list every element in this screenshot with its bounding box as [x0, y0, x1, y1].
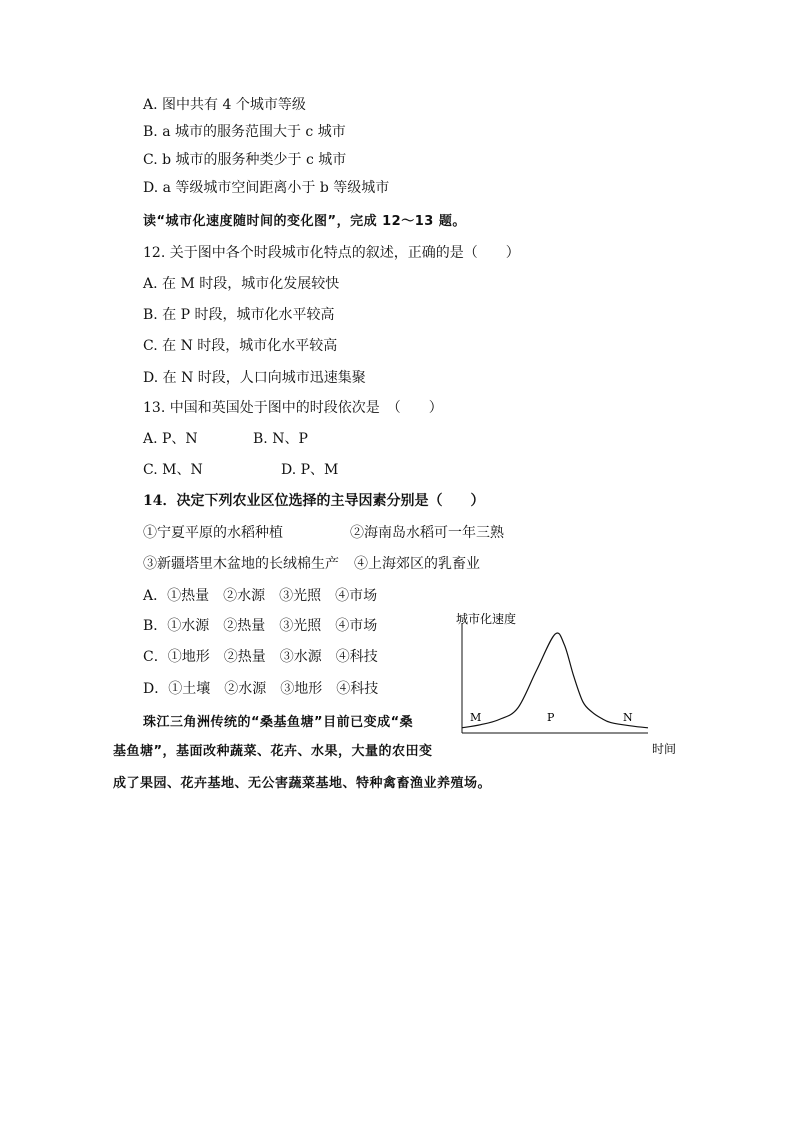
region-label-m: M [470, 711, 482, 724]
q13-option-a: A. P、N [143, 431, 198, 447]
q14-option-a: A．①热量 ②水源 ③光照 ④市场 [143, 588, 378, 604]
x-axis-label: 时间 [652, 742, 677, 756]
urbanization-curve [462, 633, 648, 728]
passage-line-1: 珠江三角洲传统的“桑基鱼塘”目前已变成“桑 [143, 715, 414, 730]
q12-option-d: D. 在 N 时段，人口向城市迅速集聚 [143, 370, 366, 386]
q11-option-a: A. 图中共有 4 个城市等级 [143, 97, 306, 113]
q14-option-d: D．①土壤 ②水源 ③地形 ④科技 [143, 681, 379, 697]
q11-option-c: C. b 城市的服务种类少于 c 城市 [143, 152, 347, 168]
y-axis-label: 城市化速度 [456, 612, 517, 626]
q14-item-2: ②海南岛水稻可一年三熟 [350, 525, 504, 541]
passage-line-2: 基鱼塘”，基面改种蔬菜、花卉、水果，大量的农田变 [113, 744, 433, 759]
q13-option-d: D. P、M [281, 462, 339, 478]
q12-stem: 12. 关于图中各个时段城市化特点的叙述，正确的是（ ） [143, 245, 520, 261]
reading-instruction: 读“城市化速度随时间的变化图”，完成 12～13 题。 [143, 214, 466, 229]
q11-option-b: B. a 城市的服务范围大于 c 城市 [143, 124, 346, 140]
q12-option-b: B. 在 P 时段，城市化水平较高 [143, 307, 335, 323]
region-label-n: N [623, 711, 633, 724]
q14-stem: 14．决定下列农业区位选择的主导因素分别是（ ） [143, 493, 485, 509]
q14-option-b: B．①水源 ②热量 ③光照 ④市场 [143, 618, 378, 634]
q14-item-3: ③新疆塔里木盆地的长绒棉生产 [143, 556, 339, 572]
urbanization-speed-chart [440, 605, 690, 760]
region-label-p: P [547, 711, 555, 724]
q12-option-a: A. 在 M 时段，城市化发展较快 [143, 276, 340, 292]
q11-option-d: D. a 等级城市空间距离小于 b 等级城市 [143, 180, 390, 196]
q13-option-b: B. N、P [253, 431, 308, 447]
q13-stem: 13. 中国和英国处于图中的时段依次是 （ ） [143, 400, 443, 416]
q14-option-c: C．①地形 ②热量 ③水源 ④科技 [143, 649, 378, 665]
q14-item-4: ④上海郊区的乳畜业 [354, 556, 480, 572]
q13-option-c: C. M、N [143, 462, 203, 478]
passage-line-3: 成了果园、花卉基地、无公害蔬菜基地、特种禽畜渔业养殖场。 [113, 776, 492, 791]
chart-axes [462, 623, 648, 733]
q14-item-1: ①宁夏平原的水稻种植 [143, 525, 283, 541]
q12-option-c: C. 在 N 时段，城市化水平较高 [143, 338, 338, 354]
